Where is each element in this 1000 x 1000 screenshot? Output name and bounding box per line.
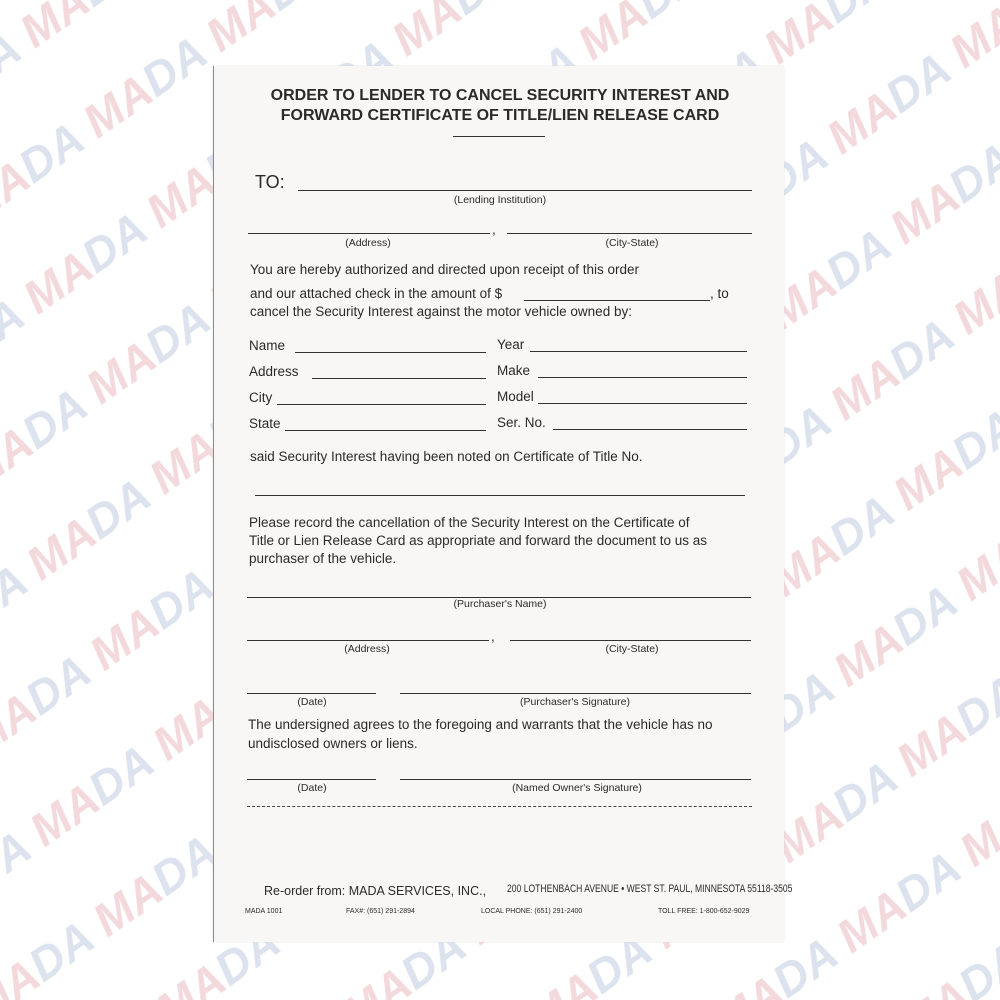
- para1-line1: You are hereby authorized and directed upon receipt of this order: [250, 262, 640, 277]
- lender-city-state-label: (City-State): [605, 237, 659, 249]
- purchaser-name-label: (Purchaser's Name): [453, 598, 547, 610]
- comma: ,: [491, 629, 495, 644]
- field-year-label: Year: [497, 337, 525, 352]
- purchaser-address-field[interactable]: [247, 640, 489, 641]
- purchaser-city-state-label: (City-State): [605, 643, 659, 655]
- check-amount-field[interactable]: [524, 300, 710, 301]
- field-serial-label: Ser. No.: [497, 415, 546, 430]
- lender-address-field[interactable]: [248, 233, 490, 234]
- purchaser-signature-field[interactable]: [400, 693, 751, 694]
- toll-free: TOLL FREE: 1-800-652-9029: [658, 908, 750, 915]
- title-rule: [453, 136, 545, 137]
- reorder-text: Re-order from: MADA SERVICES, INC.,: [264, 884, 487, 898]
- para1-line2-end: , to: [710, 286, 729, 301]
- field-address-label: Address: [249, 364, 299, 379]
- title-no-text: said Security Interest having been noted on Certificate of Title No.: [250, 449, 643, 464]
- form-title-line1: ORDER TO LENDER TO CANCEL SECURITY INTEREST AND: [270, 87, 730, 104]
- tear-line: [247, 806, 752, 807]
- address-field[interactable]: [312, 378, 486, 379]
- para1-line3: cancel the Security Interest against the motor vehicle owned by:: [250, 304, 632, 319]
- field-city-label: City: [249, 390, 273, 405]
- field-state-label: State: [249, 416, 281, 431]
- para2-line3: purchaser of the vehicle.: [249, 551, 397, 566]
- lending-institution-label: (Lending Institution): [453, 194, 547, 206]
- purchaser-city-state-field[interactable]: [510, 640, 751, 641]
- state-field[interactable]: [285, 430, 486, 431]
- purchaser-date-field[interactable]: [247, 693, 376, 694]
- purchaser-signature-label: (Purchaser's Signature): [520, 696, 630, 708]
- para1-line2: and our attached check in the amount of $: [250, 286, 503, 301]
- make-field[interactable]: [538, 377, 747, 378]
- para2-line1: Please record the cancellation of the Security Interest on the Certificate of: [249, 515, 690, 530]
- owner-date-field[interactable]: [247, 779, 376, 780]
- footer-address: 200 LOTHENBACH AVENUE • WEST ST. PAUL, MINNESOTA 55118-3505: [507, 883, 793, 895]
- form-title-line2: FORWARD CERTIFICATE OF TITLE/LIEN RELEASE CARD: [280, 107, 720, 124]
- para3-line1: The undersigned agrees to the foregoing and warrants that the vehicle has no: [248, 717, 713, 732]
- city-field[interactable]: [277, 404, 486, 405]
- name-field[interactable]: [295, 352, 486, 353]
- owner-date-label: (Date): [297, 782, 327, 794]
- owner-signature-label: (Named Owner's Signature): [512, 782, 642, 794]
- field-make-label: Make: [497, 363, 531, 378]
- field-model-label: Model: [497, 389, 534, 404]
- to-label: TO:: [255, 172, 285, 192]
- fax-number: FAX#: (651) 291-2894: [346, 908, 415, 915]
- model-field[interactable]: [538, 403, 747, 404]
- lending-institution-field[interactable]: [298, 190, 752, 191]
- year-field[interactable]: [530, 351, 747, 352]
- purchaser-date-label: (Date): [297, 696, 327, 708]
- owner-signature-field[interactable]: [400, 779, 751, 780]
- field-name-label: Name: [249, 338, 286, 353]
- purchaser-address-label: (Address): [344, 643, 390, 655]
- local-phone: LOCAL PHONE: (651) 291-2400: [481, 908, 583, 915]
- para2-line2: Title or Lien Release Card as appropriate and forward the document to us as: [249, 533, 708, 548]
- lender-address-label: (Address): [345, 237, 391, 249]
- title-no-field[interactable]: [255, 495, 745, 496]
- lender-city-state-field[interactable]: [507, 233, 752, 234]
- para3-line2: undisclosed owners or liens.: [248, 736, 418, 751]
- comma: ,: [492, 222, 496, 237]
- form-number: MADA 1001: [245, 908, 283, 915]
- serial-field[interactable]: [553, 429, 747, 430]
